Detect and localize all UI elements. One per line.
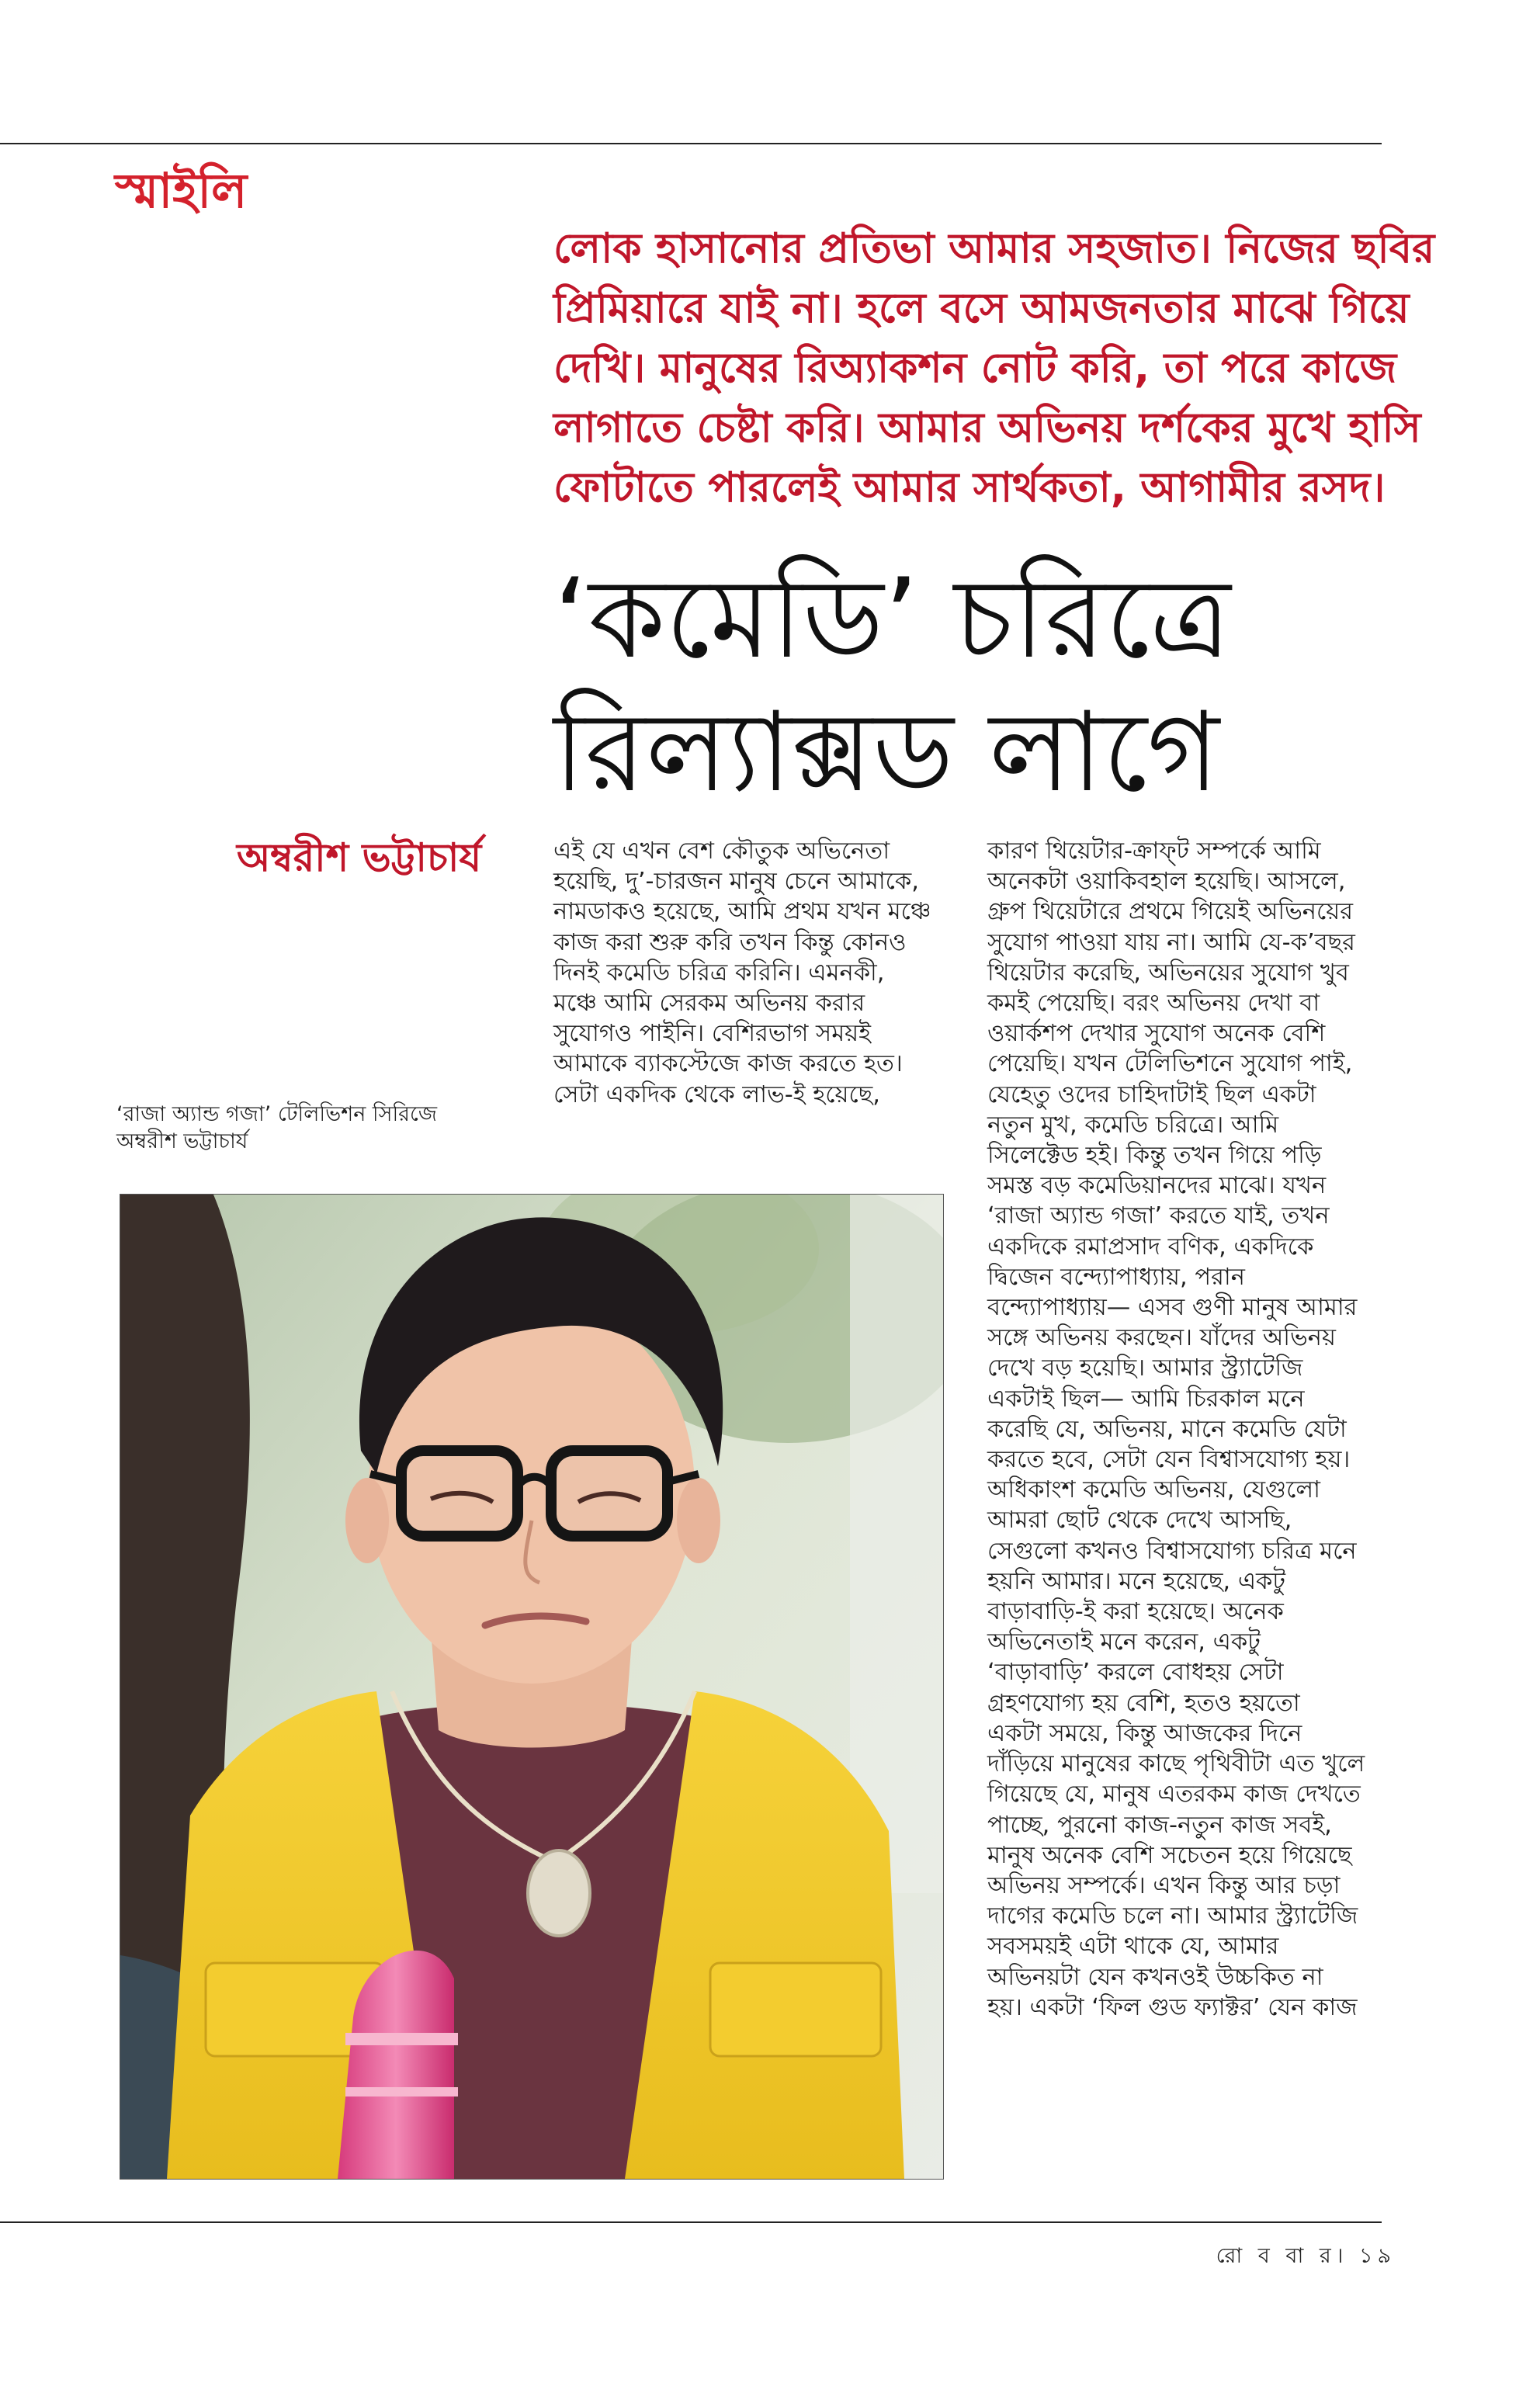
- headline: [553, 553, 1407, 820]
- body-line: সঙ্গে অভিনয় করছেন। যাঁদের অভিনয়: [987, 1324, 1336, 1352]
- body-line: দেখে বড় হয়েছি। আমার স্ট্র্যাটেজি: [987, 1354, 1303, 1382]
- body-line: বন্দ্যোপাধ্যায়— এসব গুণী মানুষ আমার: [987, 1294, 1358, 1322]
- body-line: সমস্ত বড় কমেডিয়ানদের মাঝে। যখন: [987, 1172, 1327, 1200]
- body-column-1: [553, 836, 988, 1110]
- body-line: দিনই কমেডি চরিত্র করিনি। এমনকী,: [553, 959, 885, 987]
- standfirst-line: লোক হাসানোর প্রতিভা আমার সহজাত। নিজের ছবির: [553, 225, 1435, 272]
- body-line: একটা সময়ে, কিন্তু আজকের দিনে: [987, 1719, 1302, 1747]
- portrait-photo: [120, 1194, 944, 2180]
- body-line: আমরা ছোট থেকে দেখে আসছি,: [987, 1507, 1292, 1535]
- portrait-illustration: [120, 1195, 943, 2179]
- caption-line: অম্বরীশ ভট্টাচার্য: [116, 1129, 248, 1153]
- body-line: করতে হবে, সেটা যেন বিশ্বাসযোগ্য হয়।: [987, 1446, 1351, 1474]
- body-line: দাঁড়িয়ে মানুষের কাছে পৃথিবীটা এত খুলে: [987, 1750, 1365, 1778]
- body-line: গ্রুপ থিয়েটারে প্রথমে গিয়েই অভিনয়ের: [987, 898, 1354, 926]
- body-line: ‘বাড়াবাড়ি’ করলে বোধহয় সেটা: [987, 1659, 1284, 1687]
- body-line: ওয়ার্কশপ দেখার সুযোগ অনেক বেশি: [987, 1020, 1326, 1048]
- body-line: সবসময়ই এটা থাকে যে, আমার: [987, 1933, 1279, 1961]
- standfirst-line: ফোটাতে পারলেই আমার সার্থকতা, আগামীর রসদ।: [553, 464, 1386, 512]
- top-rule: [0, 143, 1382, 144]
- body-line: গিয়েছে যে, মানুষ এতরকম কাজ দেখতে: [987, 1781, 1361, 1809]
- standfirst: [553, 219, 1435, 518]
- body-line: একটাই ছিল— আমি চিরকাল মনে: [987, 1385, 1305, 1413]
- body-line: দাগের কমেডি চলে না। আমার স্ট্র্যাটেজি: [987, 1902, 1358, 1930]
- body-column-2: [987, 836, 1422, 2023]
- body-line: দ্বিজেন বন্দ্যোপাধ্যায়, পরান: [987, 1263, 1245, 1291]
- page-folio: রো ব বা র। ১৯: [1216, 2244, 1396, 2268]
- body-line: অধিকাংশ কমেডি অভিনয়, যেগুলো: [987, 1476, 1320, 1504]
- section-tag: স্মাইলি: [115, 162, 248, 219]
- body-line: সেটা একদিক থেকে লাভ-ই হয়েছে,: [553, 1080, 880, 1108]
- body-line: সুযোগও পাইনি। বেশিরভাগ সময়ই: [553, 1020, 871, 1048]
- photo-caption: [116, 1101, 466, 1155]
- body-line: থিয়েটার করেছি, অভিনয়ের সুযোগ খুব: [987, 959, 1349, 987]
- body-line: যেহেতু ওদের চাহিদাটাই ছিল একটা: [987, 1080, 1316, 1108]
- caption-line: ‘রাজা অ্যান্ড গজা’ টেলিভিশন সিরিজে: [116, 1102, 438, 1126]
- body-line: একদিকে রমাপ্রসাদ বণিক, একদিকে: [987, 1233, 1314, 1261]
- standfirst-line: লাগাতে চেষ্টা করি। আমার অভিনয় দর্শকের মুখে হাসি: [553, 404, 1421, 452]
- body-line: হয়। একটা ‘ফিল গুড ফ্যাক্টর’ যেন কাজ: [987, 1993, 1358, 2021]
- body-line: অভিনয় সম্পর্কে। এখন কিন্তু আর চড়া: [987, 1871, 1341, 1899]
- byline: অম্বরীশ ভট্টাচার্য: [237, 835, 482, 880]
- body-line: হয়নি আমার। মনে হয়েছে, একটু: [987, 1567, 1285, 1595]
- body-line: সুযোগ পাওয়া যায় না। আমি যে-ক’বছর: [987, 928, 1355, 956]
- body-line: বাড়াবাড়ি-ই করা হয়েছে। অনেক: [987, 1598, 1284, 1626]
- body-line: করেছি যে, অভিনয়, মানে কমেডি যেটা: [987, 1415, 1347, 1443]
- body-line: অভিনেতাই মনে করেন, একটু: [987, 1628, 1261, 1656]
- body-line: নতুন মুখ, কমেডি চরিত্রে। আমি: [987, 1111, 1279, 1139]
- body-line: কমই পেয়েছি। বরং অভিনয় দেখা বা: [987, 990, 1320, 1018]
- body-line: এই যে এখন বেশ কৌতুক অভিনেতা: [553, 838, 890, 865]
- body-line: কারণ থিয়েটার-ক্রাফ্‌ট সম্পর্কে আমি: [987, 838, 1321, 865]
- body-line: মানুষ অনেক বেশি সচেতন হয়ে গিয়েছে: [987, 1841, 1352, 1869]
- body-line: আমাকে ব্যাকস্টেজে কাজ করতে হত।: [553, 1050, 903, 1078]
- body-line: নামডাকও হয়েছে, আমি প্রথম যখন মঞ্চে: [553, 898, 931, 926]
- standfirst-line: প্রিমিয়ারে যাই না। হলে বসে আমজনতার মাঝে গিয়ে: [553, 285, 1410, 332]
- body-line: কাজ করা শুরু করি তখন কিন্তু কোনও: [553, 928, 907, 956]
- body-line: হয়েছি, দু’-চারজন মানুষ চেনে আমাকে,: [553, 868, 919, 896]
- body-line: অভিনয়টা যেন কখনওই উচ্চকিত না: [987, 1963, 1323, 1991]
- headline-line: ‘কমেডি’ চরিত্রে: [553, 555, 1231, 683]
- body-line: সিলেক্টেড হই। কিন্তু তখন গিয়ে পড়ি: [987, 1142, 1322, 1170]
- body-line: সেগুলো কখনও বিশ্বাসযোগ্য চরিত্র মনে: [987, 1537, 1357, 1565]
- body-line: মঞ্চে আমি সেরকম অভিনয় করার: [553, 990, 865, 1018]
- headline-line: রিল্যাক্সড লাগে: [553, 688, 1219, 817]
- standfirst-line: দেখি। মানুষের রিঅ্যাকশন নোট করি, তা পরে কাজে: [553, 345, 1397, 392]
- bottom-rule: [0, 2221, 1382, 2223]
- body-line: পাচ্ছে, পুরনো কাজ-নতুন কাজ সবই,: [987, 1811, 1332, 1839]
- body-line: পেয়েছি। যখন টেলিভিশনে সুযোগ পাই,: [987, 1050, 1353, 1078]
- body-line: গ্রহণযোগ্য হয় বেশি, হতও হয়তো: [987, 1689, 1300, 1717]
- body-line: ‘রাজা অ্যান্ড গজা’ করতে যাই, তখন: [987, 1202, 1330, 1230]
- body-line: অনেকটা ওয়াকিবহাল হয়েছি। আসলে,: [987, 868, 1346, 896]
